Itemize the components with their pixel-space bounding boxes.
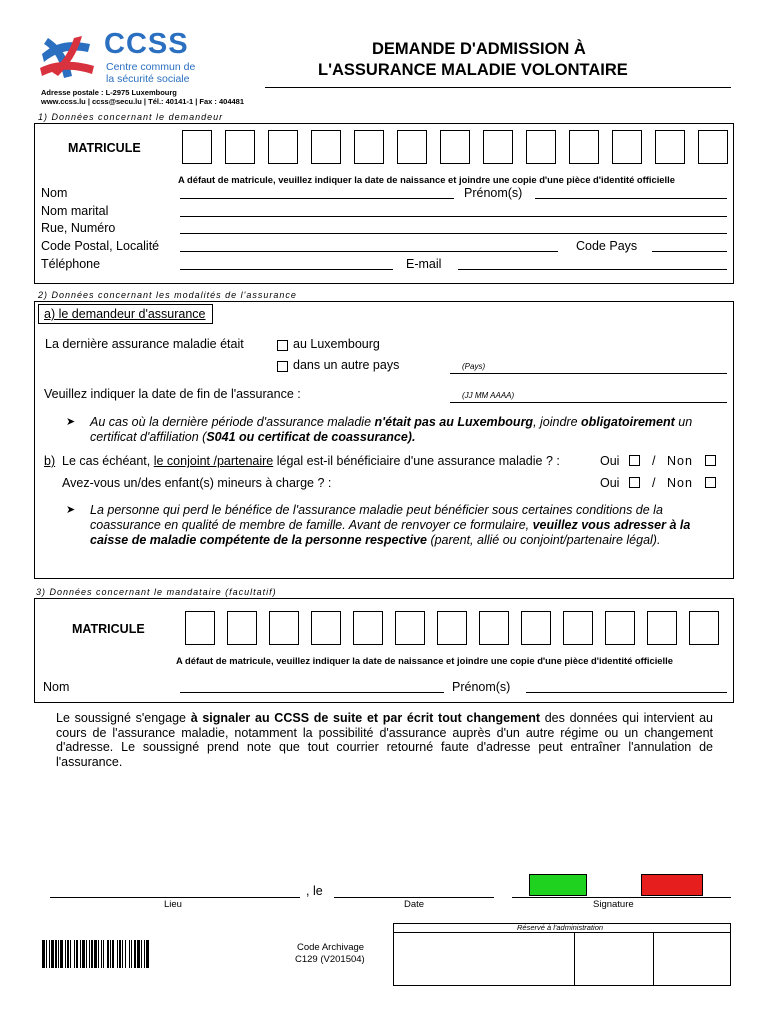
barcode-bar [144,940,145,968]
admin-header-divider [393,932,731,933]
nom-marital-label: Nom marital [41,204,109,218]
declaration-text: Le soussigné s'engage à signaler au CCSS de suite et par écrit tout changement des données qui intervient au cours de l'assurance maladie, notamment la possibilité d'assurance auprès d'un autre régime ou un changement d'adresse. Le soussigné prend note que tout courrier retourné faute d'adresse peut entraîner l'annulation de l'assurance. [56,711,713,769]
logo-subtitle-2: la sécurité sociale [106,73,190,85]
barcode-bar [86,940,87,968]
barcode-bar [125,940,126,968]
prenom-field[interactable] [535,198,727,199]
barcode-bar [55,940,57,968]
prenom-label: Prénom(s) [464,186,523,200]
pays-field[interactable] [450,373,727,374]
code-archivage-value: C129 (V201504) [295,954,365,965]
telephone-field[interactable] [180,269,393,270]
barcode-bar [58,940,59,968]
rue-field[interactable] [180,233,727,234]
date-fin-label: Veuillez indiquer la date de fin de l'assurance : [44,387,301,401]
barcode-bar [76,940,78,968]
barcode-bar [94,940,97,968]
matricule-digit-cell[interactable] [483,130,513,164]
signature-red-box[interactable] [641,874,703,896]
lieu-caption: Lieu [164,899,182,910]
code-postal-field[interactable] [180,251,558,252]
arrow-icon: ➤ [66,504,76,516]
date-caption: Date [404,899,425,910]
enfants-non-label: Non [667,476,693,490]
mandataire-nom-field[interactable] [180,692,444,693]
barcode-bar [82,940,85,968]
matricule-digit-cell[interactable] [395,611,425,645]
code-postal-label: Code Postal, Localité [41,239,160,253]
matricule-digit-cell[interactable] [397,130,427,164]
barcode-bar [60,940,63,968]
section3-matricule-label: MATRICULE [72,622,145,636]
checkbox-luxembourg[interactable] [277,340,288,351]
barcode-bar [67,940,69,968]
nom-field[interactable] [180,198,454,199]
admin-divider-2 [653,933,654,986]
section2-heading: 2) Données concernant les modalités de l'assurance [38,290,297,300]
barcode-bar [46,940,47,968]
section3-matricule-note: A défaut de matricule, veuillez indiquer la date de naissance et joindre une copie d'une pièce d'identité officielle [176,655,673,666]
matricule-digit-cell[interactable] [354,130,384,164]
barcode-bar [91,940,93,968]
email-label: E-mail [406,257,442,271]
matricule-digit-cell[interactable] [311,611,341,645]
barcode-bar [134,940,136,968]
matricule-digit-cell[interactable] [647,611,677,645]
barcode-bar [141,940,142,968]
matricule-digit-cell[interactable] [655,130,685,164]
matricule-digit-cell[interactable] [225,130,255,164]
section1-matricule-label: MATRICULE [68,141,141,155]
conjoint-oui-label: Oui [600,454,620,468]
nom-marital-field[interactable] [180,216,727,217]
barcode-bar [117,940,118,968]
lieu-field[interactable] [50,897,300,898]
matricule-digit-cell[interactable] [440,130,470,164]
barcode-bar [146,940,149,968]
barcode-bar [119,940,121,968]
matricule-digit-cell[interactable] [563,611,593,645]
postal-address: Adresse postale : L-2975 Luxembourg [41,88,177,97]
matricule-digit-cell[interactable] [268,130,298,164]
date-fin-hint: (JJ MM AAAA) [462,391,515,400]
matricule-digit-cell[interactable] [689,611,719,645]
mandataire-prenom-field[interactable] [526,692,727,693]
contact-info: www.ccss.lu | ccss@secu.lu | Tél.: 40141-1 | Fax : 404481 [41,97,245,106]
date-field[interactable] [334,897,494,898]
checkbox-autre-pays[interactable] [277,361,288,372]
checkbox-enfants-oui[interactable] [629,477,640,488]
option-autre-pays: dans un autre pays [293,358,400,372]
question-conjoint: Le cas échéant, le conjoint /partenaire légal est-il bénéficiaire d'une assurance maladie ? : [62,454,560,468]
telephone-label: Téléphone [41,257,101,271]
barcode-bar [51,940,54,968]
barcode-bar [101,940,102,968]
matricule-digit-cell[interactable] [612,130,642,164]
section3-heading: 3) Données concernant le mandataire (facultatif) [36,587,277,597]
matricule-digit-cell[interactable] [182,130,212,164]
barcode-bar [65,940,66,968]
matricule-digit-cell[interactable] [437,611,467,645]
matricule-digit-cell[interactable] [311,130,341,164]
matricule-digit-cell[interactable] [479,611,509,645]
signature-caption: Signature [593,899,634,910]
le-label: , le [306,884,323,898]
form-title-line2: L'ASSURANCE MALADIE VOLONTAIRE [318,61,628,79]
barcode-bar [129,940,130,968]
note-coassurance: La personne qui perd le bénéfice de l'assurance maladie peut bénéficier sous certaines conditions de la coassurance en qualité de membre de famille. Avant de renvoyer ce formulaire, veuillez vous adresser à la caisse de maladie compétente de la personne respective (parent, allié ou conjoint/partenaire légal). [90,503,691,547]
matricule-digit-cell[interactable] [269,611,299,645]
arrow-icon: ➤ [66,416,76,428]
barcode-bar [42,940,45,968]
matricule-digit-cell[interactable] [605,611,635,645]
barcode [42,940,266,968]
matricule-digit-cell[interactable] [521,611,551,645]
ccss-logo-mark [38,32,96,84]
option-luxembourg: au Luxembourg [293,337,380,351]
mandataire-prenom-label: Prénom(s) [452,680,511,694]
matricule-digit-cell[interactable] [353,611,383,645]
email-field[interactable] [458,269,727,270]
barcode-bar [107,940,109,968]
code-pays-label: Code Pays [576,239,638,253]
derniere-assurance-label: La dernière assurance maladie était [45,337,244,351]
checkbox-conjoint-non[interactable] [705,455,716,466]
checkbox-enfants-non[interactable] [705,477,716,488]
matricule-digit-cell[interactable] [569,130,599,164]
question-enfants: Avez-vous un/des enfant(s) mineurs à charge ? : [62,476,332,490]
logo-text: CCSS [104,28,189,60]
barcode-bar [131,940,132,968]
rue-label: Rue, Numéro [41,221,116,235]
checkbox-conjoint-oui[interactable] [629,455,640,466]
question-b-label: b) [44,454,56,468]
title-underline [265,87,731,88]
mandataire-nom-label: Nom [43,680,70,694]
barcode-bar [74,940,75,968]
enfants-slash: / [652,476,656,490]
signature-field[interactable] [512,897,731,898]
code-pays-field[interactable] [652,251,727,252]
conjoint-non-label: Non [667,454,693,468]
logo-subtitle-1: Centre commun de [106,61,196,73]
pays-hint: (Pays) [462,362,486,371]
barcode-bar [49,940,50,968]
barcode-bar [112,940,114,968]
section2a-title: a) le demandeur d'assurance [44,307,206,321]
matricule-digit-cell[interactable] [526,130,556,164]
conjoint-slash: / [652,454,656,468]
barcode-bar [122,940,123,968]
barcode-bar [70,940,71,968]
matricule-digit-cell[interactable] [698,130,728,164]
enfants-oui-label: Oui [600,476,620,490]
barcode-bar [98,940,99,968]
note-affiliation: Au cas où la dernière période d'assurance maladie n'était pas au Luxembourg, joindre obligatoirement un certificat d'affiliation (S041 ou certificat de coassurance). [90,415,693,444]
admin-divider-1 [574,933,575,986]
barcode-bar [103,940,104,968]
date-fin-field[interactable] [450,402,727,403]
admin-label: Réservé à l'administration [517,923,604,932]
signature-green-box[interactable] [529,874,587,896]
nom-label: Nom [41,186,68,200]
form-title-line1: DEMANDE D'ADMISSION À [372,40,586,58]
code-archivage-label: Code Archivage [297,942,365,953]
barcode-bar [89,940,90,968]
barcode-bar [80,940,81,968]
matricule-digit-cell[interactable] [227,611,257,645]
barcode-bar [137,940,140,968]
barcode-bar [110,940,111,968]
matricule-digit-cell[interactable] [185,611,215,645]
section1-heading: 1) Données concernant le demandeur [38,112,224,122]
section1-matricule-note: A défaut de matricule, veuillez indiquer la date de naissance et joindre une copie d'une pièce d'identité officielle [178,174,675,185]
